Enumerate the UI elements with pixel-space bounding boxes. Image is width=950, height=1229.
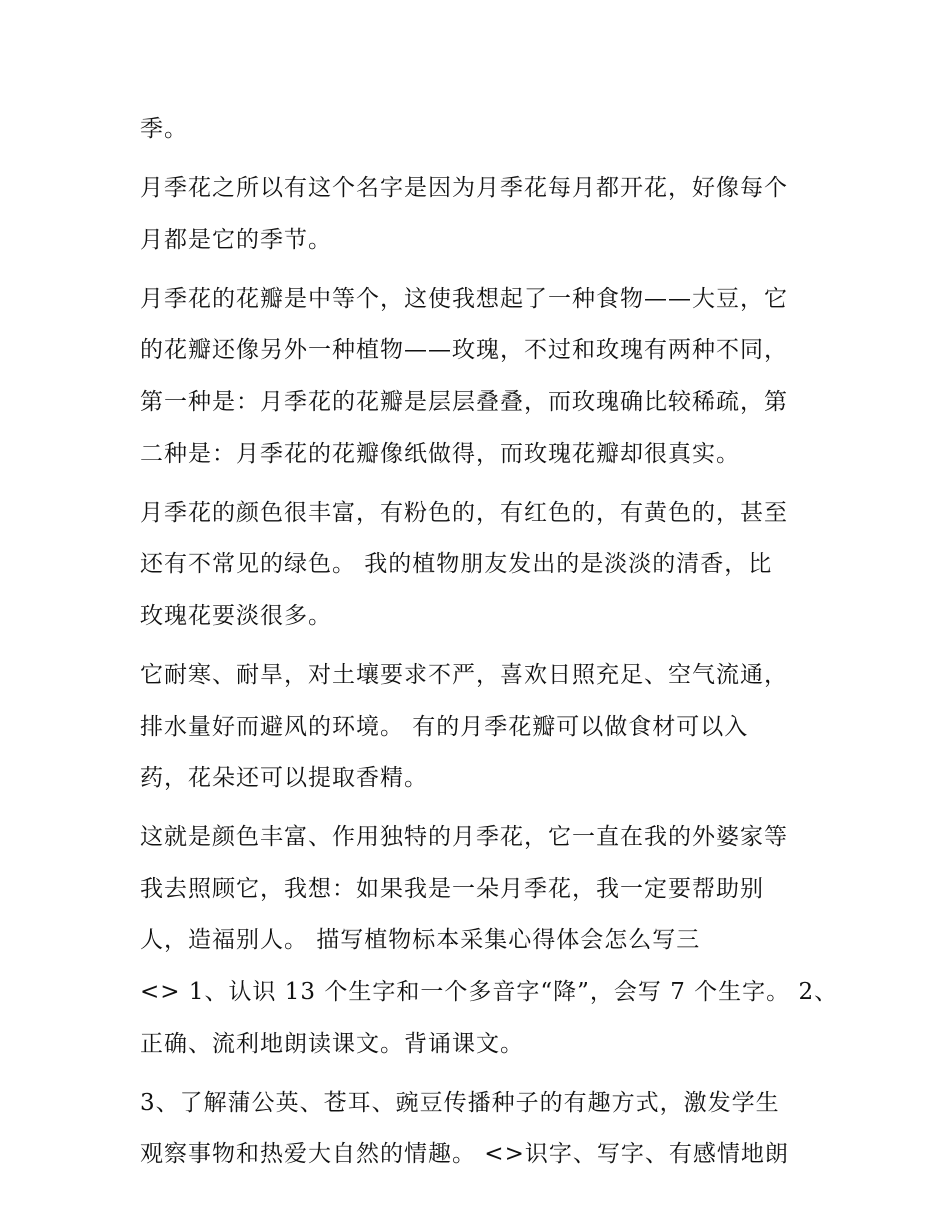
- text-line: 我去照顾它，我想：如果我是一朵月季花，我一定要帮助别: [140, 875, 764, 902]
- text-line: 月季花的花瓣是中等个，这使我想起了一种食物——大豆，它: [140, 285, 788, 312]
- text-line: 人，造福别人。 描写植物标本采集心得体会怎么写三: [140, 927, 701, 954]
- text-line: 月季花的颜色很丰富，有粉色的，有红色的，有黄色的，甚至: [140, 499, 788, 526]
- text-line: 排水量好而避风的环境。 有的月季花瓣可以做食材可以入: [140, 713, 749, 740]
- text-line: 药，花朵还可以提取香精。: [140, 765, 428, 792]
- text-line: 月都是它的季节。: [140, 226, 332, 253]
- text-line: 观察事物和热爱大自然的情趣。 <>识字、写字、有感情地朗: [140, 1141, 789, 1168]
- text-line: 二种是：月季花的花瓣像纸做得，而玫瑰花瓣却很真实。: [140, 440, 740, 467]
- text-line: 玫瑰花要淡很多。: [140, 602, 332, 629]
- text-line: 3、了解蒲公英、苍耳、豌豆传播种子的有趣方式，激发学生: [140, 1089, 780, 1116]
- text-line: 季。: [140, 116, 188, 142]
- text-line: <> 1、认识 13 个生字和一个多音字“降”，会写 7 个生字。 2、: [140, 979, 839, 1005]
- document-body: [140, 104, 839, 1181]
- text-line: 月季花之所以有这个名字是因为月季花每月都开花，好像每个: [140, 175, 788, 202]
- text-line: 的花瓣还像另外一种植物——玫瑰，不过和玫瑰有两种不同，: [140, 337, 788, 364]
- text-line: 第一种是：月季花的花瓣是层层叠叠，而玫瑰确比较稀疏，第: [140, 388, 788, 415]
- text-line: 还有不常见的绿色。 我的植物朋友发出的是淡淡的清香，比: [140, 551, 773, 578]
- text-line: 正确、流利地朗读课文。背诵课文。: [140, 1030, 524, 1057]
- text-line: 它耐寒、耐旱，对土壤要求不严，喜欢日照充足、空气流通，: [140, 661, 788, 688]
- text-line: 这就是颜色丰富、作用独特的月季花，它一直在我的外婆家等: [140, 824, 788, 851]
